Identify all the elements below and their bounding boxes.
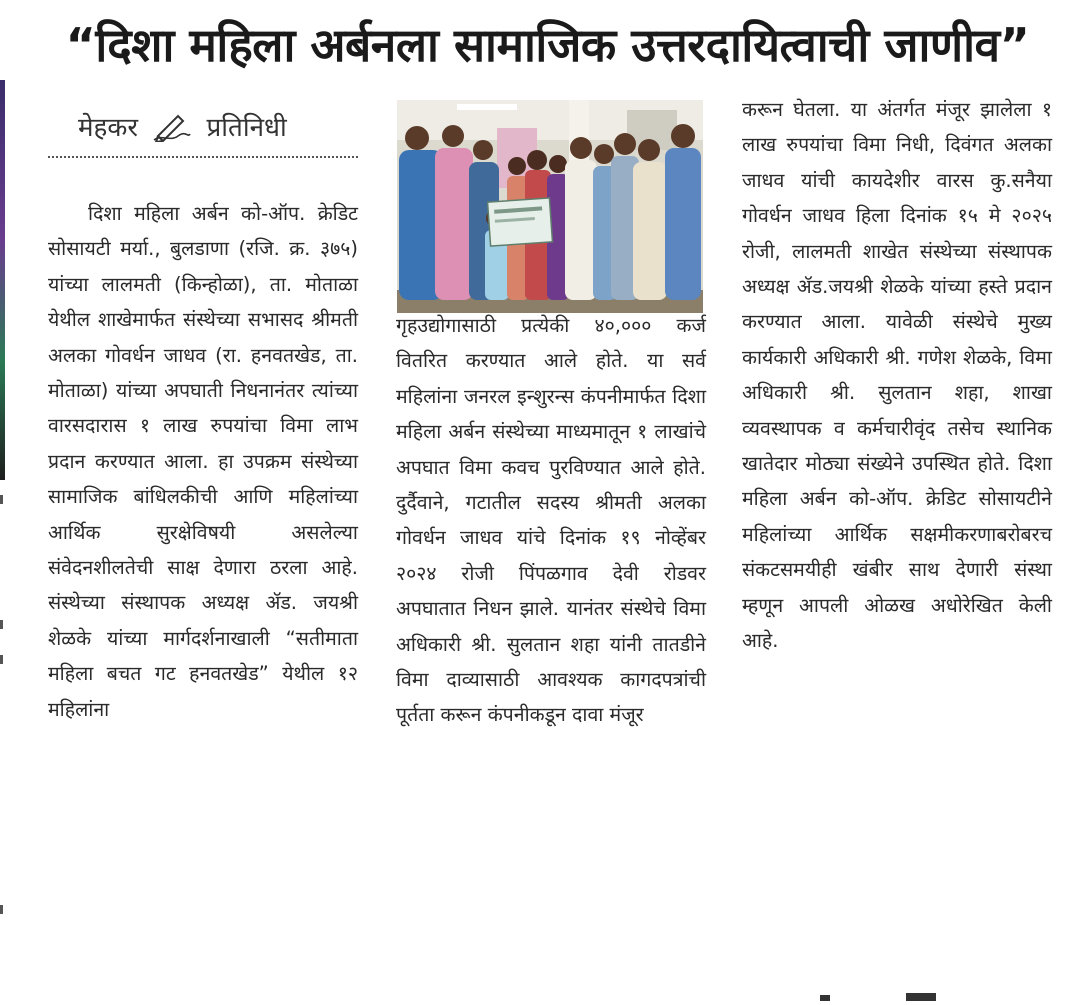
article-column-3: करून घेतला. या अंतर्गत मंजूर झालेला १ लाख रुपयांचा विमा निधी, दिवंगत अलका जाधव यांची कायदेशीर वारस कु.सनैया गोवर्धन जाधव हिला दिनांक १५ मे २०२५ रोजी, लालमती शाखेत संस्थेच्या संस्थापक अध्यक्ष ॲड.जयश्री शेळके यांच्या हस्ते प्रदान करण्यात आला. यावेळी संस्थेचे मुख्य कार्यकारी अधिकारी श्री. गणेश शेळके, विमा अधिकारी श्री. सुलतान शहा, शाखा व्यवस्थापक व कर्मचारीवृंद तसेच स्थानिक खातेदार मोठ्या संख्येने उपस्थित होते. दिशा महिला अर्बन को-ऑप. क्रेडिट सोसायटीने महिलांच्या आर्थिक सक्षमीकरणाबरोबरच संकटसमयीही खंबीर साथ देणारी संस्था म्हणून आपली ओळख अधोरेखित केली आहे. — [742, 98, 1052, 653]
byline-place: मेहकर — [78, 113, 138, 143]
adjacent-article-edge — [0, 80, 5, 480]
byline-divider — [48, 156, 358, 158]
edge-mark — [0, 620, 3, 629]
article-column-2: गृहउद्योगासाठी प्रत्येकी ४०,००० कर्ज वितरित करण्यात आले होते. या सर्व महिलांना जनरल इन्शुरन्स कंपनीमार्फत दिशा महिला अर्बन संस्थेच्या माध्यमातून १ लाखांचे अपघात विमा कवच पुरविण्यात आले होते. दुर्दैवाने, गटातील सदस्य श्रीमती अलका गोवर्धन जाधव यांचे दिनांक १९ नोव्हेंबर २०२४ रोजी पिंपळगाव देवी रोडवर अपघातात निधन झाले. यानंतर संस्थेचे विमा अधिकारी श्री. सुलतान शहा यांनी तातडीने विमा दाव्यासाठी आवश्यक कागदपत्रांची पूर्तता करून कंपनीकडून दावा मंजूर — [396, 314, 706, 727]
article-headline: “दिशा महिला अर्बनला सामाजिक उत्तरदायित्वाची जाणीव” — [65, 18, 1030, 72]
edge-mark — [0, 655, 3, 664]
article-column-1: दिशा महिला अर्बन को-ऑप. क्रेडिट सोसायटी मर्या., बुलडाणा (रजि. क्र. ३७५) यांच्या लालमती (किन्होळा), ता. मोताळा येथील शाखेमार्फत संस्थेच्या सभासद श्रीमती अलका गोवर्धन जाधव (रा. हनवतखेड, ता. मोताळा) यांच्या अपघाती निधनानंतर त्यांच्या वारसदारास १ लाख रुपयांचा विमा लाभ प्रदान करण्यात आला. हा उपक्रम संस्थेच्या सामाजिक बांधिलकीची आणि महिलांच्या आर्थिक सुरक्षेविषयी असलेल्या संवेदनशीलतेची साक्ष देणारा ठरला आहे. संस्थेच्या संस्थापक अध्यक्ष ॲड. जयश्री शेळके यांच्या मार्गदर्शनाखाली “सतीमाता महिला बचत गट हनवतखेड” येथील १२ महिलांना — [48, 202, 358, 721]
edge-mark — [0, 495, 3, 504]
news-photo — [397, 100, 703, 313]
byline-role: प्रतिनिधी — [206, 113, 287, 143]
next-article-fragment — [820, 986, 940, 996]
edge-mark — [0, 905, 3, 914]
byline — [78, 108, 287, 148]
pen-writing-icon — [152, 112, 192, 142]
